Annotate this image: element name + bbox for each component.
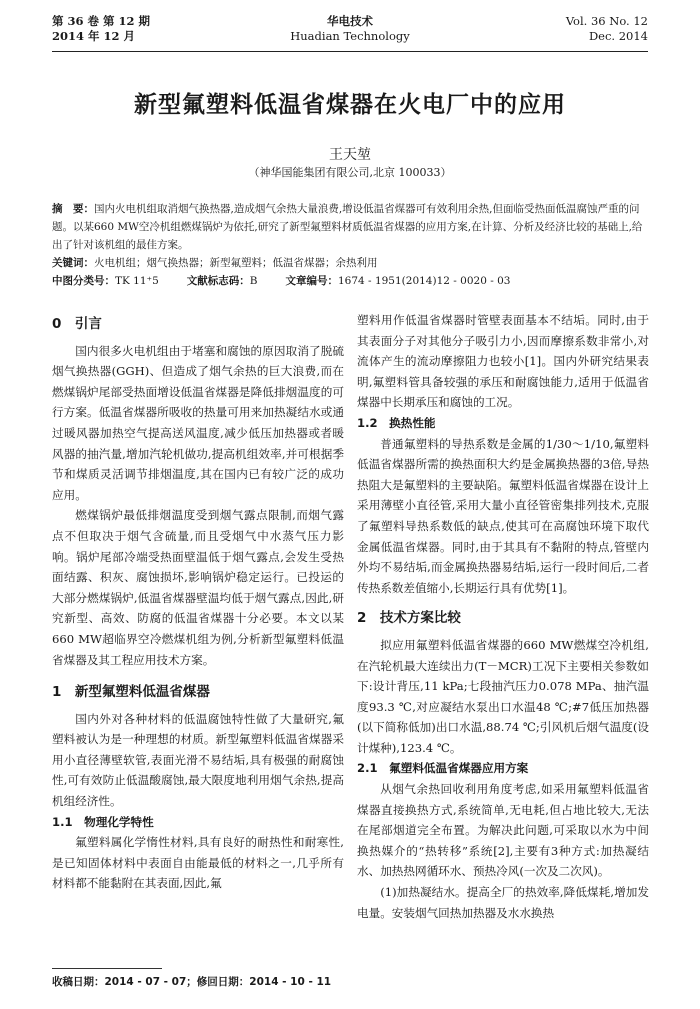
classification-line — [52, 272, 648, 290]
abstract-block — [52, 200, 648, 290]
article-value: 1674 - 1951(2014)12 - 0020 - 03 — [338, 275, 511, 287]
subsection-heading-1-2: 1.2 换热性能 — [357, 415, 436, 430]
paragraph: 拟应用氟塑料低温省煤器的660 MW燃煤空冷机组,在汽轮机最大连续出力(T－MCR)工况下主要相关参数如下:设计背压,11 kPa;七段抽汽压力0.078 MPa、抽汽温度93.3 ℃,对应凝结水泵出口水温48 ℃;#7低压加热器(以下简称低加)出口水温,88.74 ℃;引风机后烟气温度(设计煤种),123.4 ℃。 — [357, 637, 649, 755]
journal-name-en: Huadian Technology — [290, 29, 410, 43]
date-en: Dec. 2014 — [588, 29, 648, 43]
received-date-footnote: 收稿日期：2014 - 07 - 07；修回日期：2014 - 10 - 11 — [52, 976, 332, 988]
paragraph: 燃煤锅炉最低排烟温度受到烟气露点限制,而烟气露点不但取决于烟气含硫量,而且受烟气中水蒸气压力影响。锅炉尾部冷端受热面壁温低于烟气露点,会发生受热面结露、积灰、腐蚀损坏,影响锅炉稳定运行。已投运的大部分燃煤锅炉,低温省煤器壁温均低于烟气露点,因此,研究新型、高效、防腐的低温省煤器十分必要。本文以某660 MW超临界空冷燃煤机组为例,分析新型氟塑料低温省煤器及其工程应用技术方案。 — [52, 508, 344, 667]
running-header — [52, 14, 648, 50]
doc-label: 文献标志码： — [186, 275, 250, 287]
paragraph: 从烟气余热回收利用角度考虑,如采用氟塑料低温省煤器直接换热方式,系统简单,无电耗,但占地比较大,无法在尾部烟道完全布置。为解决此问题,可采取以水为中间换热媒介的“热转移”系统[2],主要有3种方式:加热凝结水、加热热网循环水、预热冷风(一次及二次风)。 — [357, 782, 649, 879]
paragraph: 国内很多火电机组由于堵塞和腐蚀的原因取消了脱硫烟气换热器(GGH)、但造成了烟气余热的巨大浪费,而在燃煤锅炉尾部受热面增设低温省煤器是降低排烟温度的可行方案。低温省煤器所吸收的热量可用来加热凝结水或通过暖风器加热空气提高送风温度,减少低压加热器或者暖风器的抽汽量,增加汽轮机做功,提高机组效率,并可根据季节和煤质灵活调节排烟温度,其在国内已有较广泛的成功应用。 — [52, 343, 344, 502]
section-heading-0: 0 引言 — [52, 316, 102, 332]
header-center — [52, 14, 648, 44]
paragraph: 氟塑料属化学惰性材料,具有良好的耐热性和耐寒性,是已知固体材料中表面自由能最低的材料之一,几乎所有材料都不能黏附在其表面,因此,氟 — [52, 835, 344, 891]
abstract-label: 摘 要： — [52, 203, 94, 215]
clc-value: TK 11⁺5 — [115, 275, 159, 287]
clc-label: 中图分类号： — [52, 275, 115, 287]
abstract-text: 国内火电机组取消烟气换热器,造成烟气余热大量浪费,增设低温省煤器可有效利用余热,但面临受热面低温腐蚀严重的问题。以某660 MW空冷机组燃煤锅炉为依托,研究了新型氟塑料材质低温省煤器的应用方案,在计算、分析及经济比较的基础上,给出了针对该机组的最佳方案。 — [52, 203, 643, 251]
paragraph: 国内外对各种材料的低温腐蚀特性做了大量研究,氟塑料被认为是一种理想的材质。新型氟塑料低温省煤器采用小直径薄壁软管,表面光滑不易结垢,具有极强的耐腐蚀性,可有效防止低温酸腐蚀,最大限度地利用烟气余热,提高机组经济性。 — [52, 711, 344, 809]
clc-number — [52, 272, 159, 290]
right-column — [357, 310, 649, 923]
header-rule — [52, 51, 648, 52]
subsection-heading-2-1: 2.1 氟塑料低温省煤器应用方案 — [357, 761, 529, 776]
article-label: 文章编号： — [285, 275, 338, 287]
paragraph: 普通氟塑料的导热系数是金属的1/30～1/10,氟塑料低温省煤器所需的换热面积大约是金属换热器的3倍,导热热阻大是氟塑料的主要缺陷。氟塑料低温省煤器在设计上采用薄壁小直径管,采用大量小直径管密集排列技术,克服了氟塑料导热系数低的缺点,使其可在高腐蚀环境下取代金属低温省煤器。同时,由于其具有不黏附的特点,管壁内外均不易结垢,而金属换热器易结垢,运行一段时间后,二者传热系数差值缩小,长期运行具有优势[1]。 — [357, 436, 649, 595]
doc-value: B — [249, 275, 258, 287]
journal-name-cn: 华电技术 — [327, 14, 373, 28]
left-column — [52, 310, 344, 894]
section-heading-1: 1 新型氟塑料低温省煤器 — [52, 684, 210, 701]
paper-title: 新型氟塑料低温省煤器在火电厂中的应用 — [134, 92, 566, 118]
volume-issue-en: Vol. 36 No. 12 — [565, 14, 648, 28]
footnote-rule — [52, 968, 162, 969]
section-heading-2: 2 技术方案比较 — [357, 610, 461, 627]
paragraph: 塑料用作低温省煤器时管壁表面基本不结垢。同时,由于其表面分子对其他分子吸引力小,因而摩擦系数非常小,对流体产生的流动摩擦阻力也较小[1]。国内外研究结果表明,氟塑料管具备较强的承压和耐腐蚀能力,适用于低温省煤器中长期承压和腐蚀的工况。 — [357, 313, 649, 410]
header-right — [566, 14, 648, 44]
abstract — [52, 200, 648, 254]
affiliation: （神华国能集团有限公司,北京 100033） — [248, 166, 452, 179]
keywords-text: 火电机组；烟气换热器；新型氟塑料；低温省煤器；余热利用 — [94, 257, 378, 269]
document-code — [187, 272, 258, 290]
keywords — [52, 254, 648, 272]
subsection-heading-1-1: 1.1 物理化学特性 — [52, 814, 154, 829]
keywords-label: 关键词： — [52, 257, 94, 269]
volume-issue-cn: 第 36 卷 第 12 期 — [52, 14, 151, 28]
date-cn: 2014 年 12 月 — [52, 29, 136, 43]
paragraph: (1)加热凝结水。提高全厂的热效率,降低煤耗,增加发电量。安装烟气回热加热器及水水换热 — [357, 885, 649, 920]
article-number — [286, 272, 511, 290]
author: 王天堃 — [329, 147, 371, 163]
